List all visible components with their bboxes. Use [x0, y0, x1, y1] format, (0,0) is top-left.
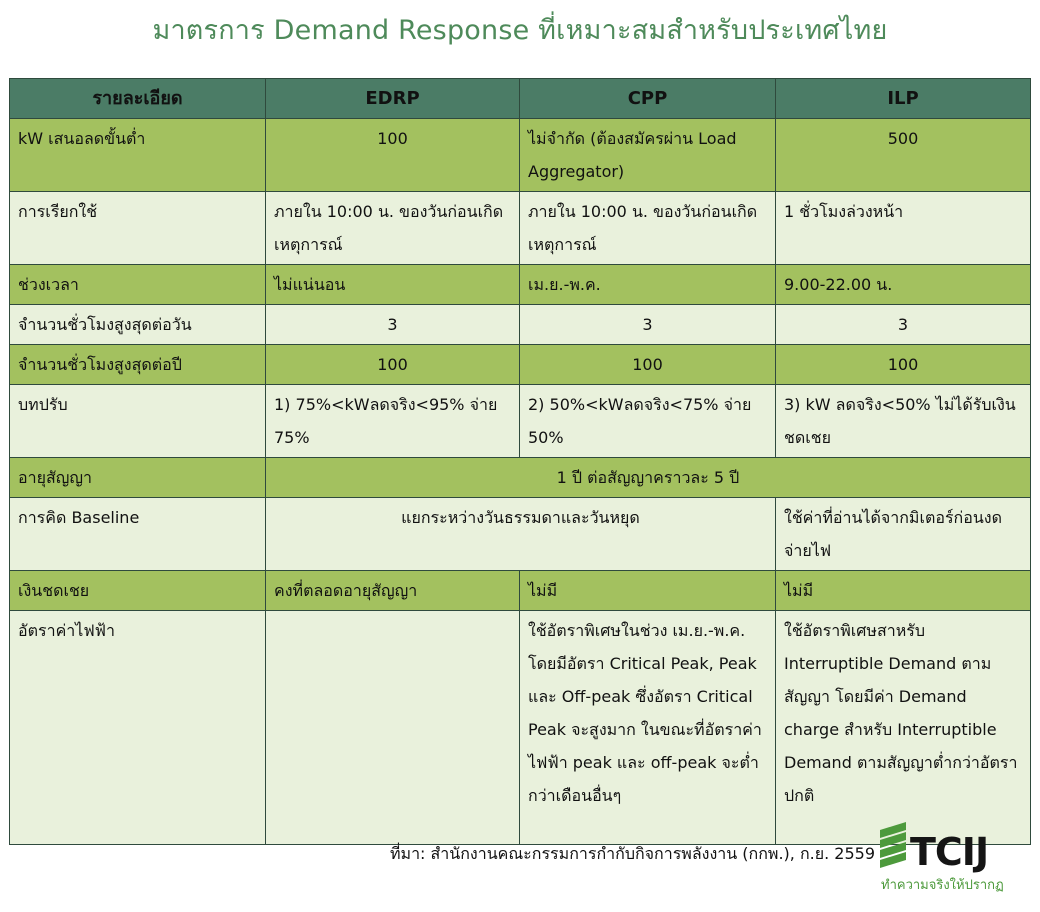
cell-ilp: 100 — [776, 345, 1031, 385]
cell-cpp: ใช้อัตราพิเศษในช่วง เม.ย.-พ.ค. โดยมีอัตรา Critical Peak, Peak และ Off-peak ซึ่งอัตรา Critical Peak จะสูงมาก ในขณะที่อัตราค่าไฟฟ้า peak และ off-peak จะต่ำกว่าเดือนอื่นๆ — [520, 611, 776, 845]
table-header-row — [10, 79, 1031, 119]
cell-ilp: ใช้ค่าที่อ่านได้จากมิเตอร์ก่อนงดจ่ายไฟ — [776, 498, 1031, 571]
table-row-period — [10, 265, 1031, 305]
cell-ilp: ใช้อัตราพิเศษสาหรับ Interruptible Demand ตามสัญญา โดยมีค่า Demand charge สำหรับ Interruptible Demand ตามสัญญาต่ำกว่าอัตราปกติ — [776, 611, 1031, 845]
cell-contract-all: 1 ปี ต่อสัญญาคราวละ 5 ปี — [266, 458, 1031, 498]
source-note: ที่มา: สำนักงานคณะกรรมการกำกับกิจการพลังงาน (กกพ.), ก.ย. 2559 — [389, 844, 875, 863]
row-label: อัตราค่าไฟฟ้า — [10, 611, 266, 845]
row-label: ช่วงเวลา — [10, 265, 266, 305]
row-label: อายุสัญญา — [10, 458, 266, 498]
table-row-max-hours-year — [10, 345, 1031, 385]
column-header-cpp: CPP — [520, 79, 776, 119]
row-label: เงินชดเชย — [10, 571, 266, 611]
cell-cpp: ไม่จำกัด (ต้องสมัครผ่าน Load Aggregator) — [520, 119, 776, 192]
tcij-logo-mark-icon — [876, 818, 910, 874]
cell-edrp — [266, 611, 520, 845]
column-header-details: รายละเอียด — [10, 79, 266, 119]
cell-cpp: 100 — [520, 345, 776, 385]
table-row-penalty — [10, 385, 1031, 458]
row-label: kW เสนอลดขั้นต่ำ — [10, 119, 266, 192]
cell-ilp: 3 — [776, 305, 1031, 345]
cell-ilp: ไม่มี — [776, 571, 1031, 611]
row-label: การคิด Baseline — [10, 498, 266, 571]
page-title: มาตรการ Demand Response ที่เหมาะสมสำหรับประเทศไทย — [152, 15, 888, 46]
cell-ilp: 3) kW ลดจริง<50% ไม่ได้รับเงินชดเชย — [776, 385, 1031, 458]
cell-ilp: 9.00-22.00 น. — [776, 265, 1031, 305]
table-row-baseline — [10, 498, 1031, 571]
cell-edrp: 3 — [266, 305, 520, 345]
cell-cpp: เม.ย.-พ.ค. — [520, 265, 776, 305]
cell-cpp: 2) 50%<kWลดจริง<75% จ่าย 50% — [520, 385, 776, 458]
table-row-compensation — [10, 571, 1031, 611]
demand-response-table — [9, 78, 1031, 845]
cell-edrp: ไม่แน่นอน — [266, 265, 520, 305]
row-label: การเรียกใช้ — [10, 192, 266, 265]
logo-wordmark: TCIJ — [910, 830, 989, 874]
cell-cpp: 3 — [520, 305, 776, 345]
cell-ilp: 500 — [776, 119, 1031, 192]
row-label: บทปรับ — [10, 385, 266, 458]
row-label: จำนวนชั่วโมงสูงสุดต่อวัน — [10, 305, 266, 345]
cell-ilp: 1 ชั่วโมงล่วงหน้า — [776, 192, 1031, 265]
table-row-min-kw — [10, 119, 1031, 192]
table-row-call — [10, 192, 1031, 265]
tcij-logo — [876, 818, 1026, 898]
column-header-ilp: ILP — [776, 79, 1031, 119]
cell-edrp: คงที่ตลอดอายุสัญญา — [266, 571, 520, 611]
table-row-contract — [10, 458, 1031, 498]
table-row-max-hours-day — [10, 305, 1031, 345]
table-row-tariff — [10, 611, 1031, 845]
cell-cpp: ภายใน 10:00 น. ของวันก่อนเกิดเหตุการณ์ — [520, 192, 776, 265]
row-label: จำนวนชั่วโมงสูงสุดต่อปี — [10, 345, 266, 385]
cell-edrp: 1) 75%<kWลดจริง<95% จ่าย 75% — [266, 385, 520, 458]
column-header-edrp: EDRP — [266, 79, 520, 119]
cell-edrp: ภายใน 10:00 น. ของวันก่อนเกิดเหตุการณ์ — [266, 192, 520, 265]
cell-edrp: 100 — [266, 119, 520, 192]
cell-edrp: 100 — [266, 345, 520, 385]
cell-edrp-cpp: แยกระหว่างวันธรรมดาและวันหยุด — [266, 498, 776, 571]
cell-cpp: ไม่มี — [520, 571, 776, 611]
logo-tagline: ทำความจริงให้ปรากฏ — [881, 878, 1004, 893]
